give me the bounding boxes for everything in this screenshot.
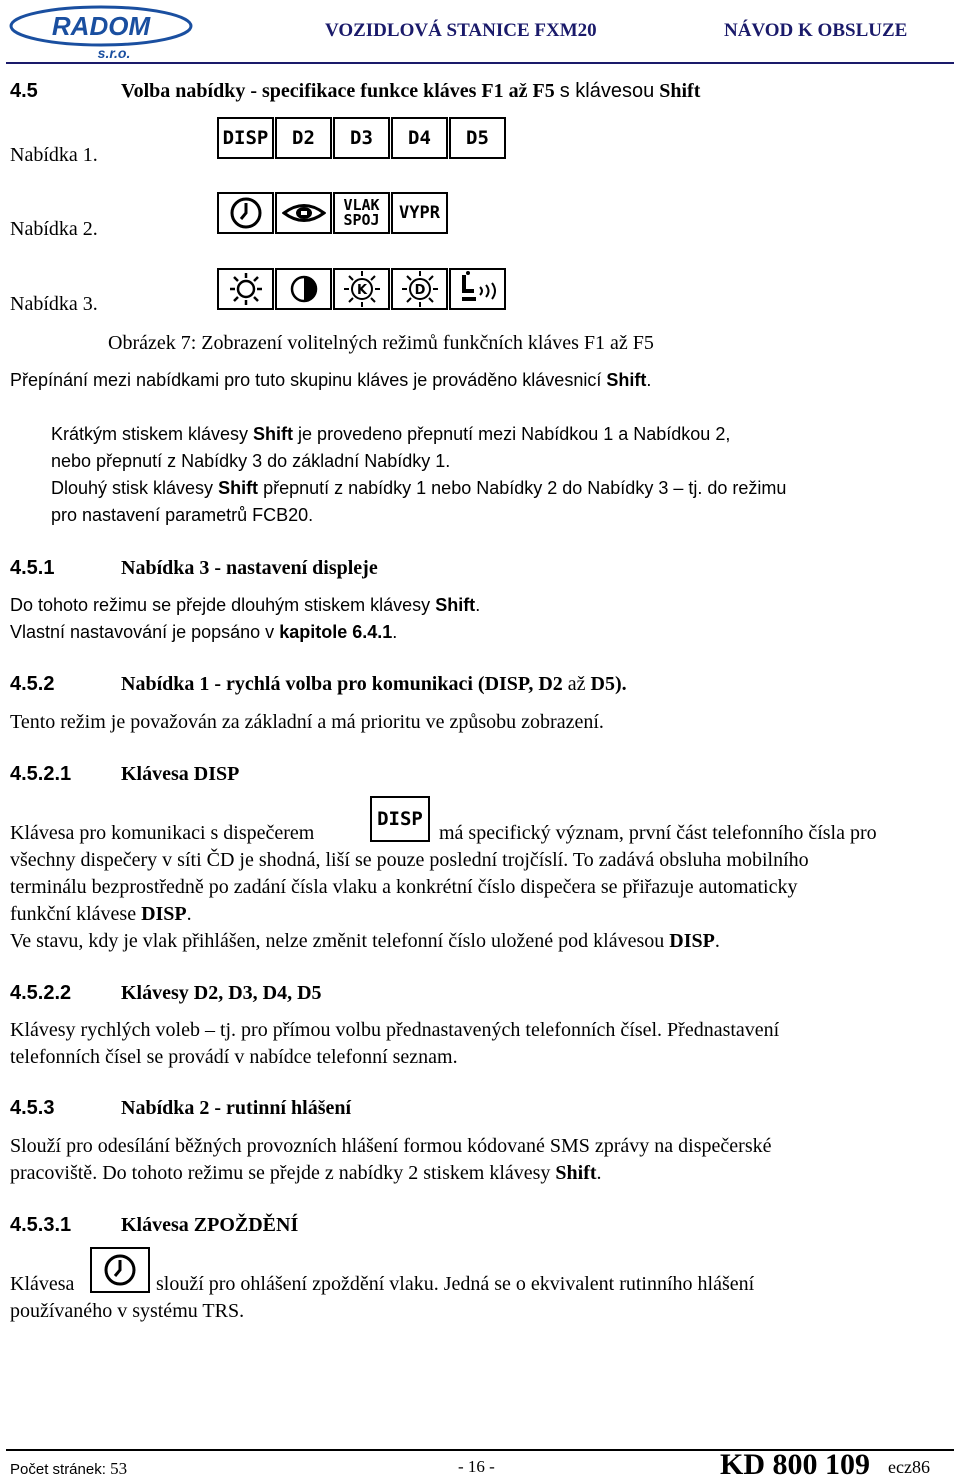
footer-page-number: - 16 - xyxy=(458,1457,495,1476)
s4522-title: Klávesy D2, D3, D4, D5 xyxy=(121,982,322,1004)
intro-end: . xyxy=(646,370,652,390)
disp-key-icon: DISP xyxy=(370,796,430,842)
s4522-line-2: telefonních čísel se provádí v nabídce telefonní seznam. xyxy=(10,1046,458,1068)
s451-line-1-end: . xyxy=(475,595,481,615)
s4521-line-3: terminálu bezprostředně po zadání čísla vlaku a konkrétní číslo dispečera se přiřazuje automaticky xyxy=(10,876,798,898)
section-title-s: s klávesou xyxy=(559,80,655,102)
s4521-line-5-end: . xyxy=(714,930,720,952)
menu-1-keys xyxy=(217,117,507,159)
logo-graphic xyxy=(6,4,196,60)
figure-caption: Obrázek 7: Zobrazení volitelných režimů funkčních kláves F1 až F5 xyxy=(108,332,654,354)
s451-title: Nabídka 3 - nastavení displeje xyxy=(121,557,378,579)
section-title-shift: Shift xyxy=(659,80,701,102)
logo-text: RADOM xyxy=(51,11,151,41)
s4521-line-4 xyxy=(10,903,192,926)
s4521-line-1-b: má specifický význam, první část telefonního čísla pro xyxy=(439,822,877,844)
footer-revision: ecz86 xyxy=(888,1457,930,1477)
footer-pages-label: Počet stránek: xyxy=(10,1461,106,1478)
sun-icon xyxy=(217,268,274,310)
s452-title-a: Nabídka 1 - rychlá volba pro komunikaci (DISP, D2 xyxy=(121,673,563,695)
footer-pages-value: 53 xyxy=(110,1459,128,1478)
menu-2-label: Nabídka 2. xyxy=(10,218,98,240)
menu-3-keys xyxy=(217,268,507,310)
s4531-title: Klávesa ZPOŽDĚNÍ xyxy=(121,1214,299,1236)
s451-line-2-ref: kapitole 6.4.1 xyxy=(279,622,393,642)
intro-shift: Shift xyxy=(606,370,647,390)
s453-line-2 xyxy=(10,1162,602,1185)
eye-icon xyxy=(275,192,332,234)
footer-doc-code: KD 800 109 xyxy=(720,1448,870,1481)
s4531-line-2: používaného v systému TRS. xyxy=(10,1300,245,1322)
section-title xyxy=(121,80,700,103)
svg-text:K: K xyxy=(356,283,367,298)
s451-number: 4.5.1 xyxy=(10,557,55,579)
s4521-line-5-b: DISP xyxy=(669,930,715,952)
section-number: 4.5 xyxy=(10,80,38,102)
header-manual: NÁVOD K OBSLUZE xyxy=(724,20,908,41)
s453-number: 4.5.3 xyxy=(10,1097,55,1119)
header-title: VOZIDLOVÁ STANICE FXM20 xyxy=(325,20,597,41)
indent-line-1 xyxy=(51,424,730,445)
indent-line-3-shift: Shift xyxy=(218,478,259,498)
delay-clock-key-icon xyxy=(90,1247,150,1293)
s4521-number: 4.5.2.1 xyxy=(10,763,72,785)
s4521-line-5-a: Ve stavu, kdy je vlak přihlášen, nelze změnit telefonní číslo uložené pod klávesou xyxy=(10,930,670,952)
intro-text-body: Přepínání mezi nabídkami pro tuto skupinu kláves je prováděno klávesnicí xyxy=(10,370,607,390)
clock-icon-inline xyxy=(102,1252,138,1288)
s452-title-b: D5). xyxy=(590,673,627,695)
menu-3-label: Nabídka 3. xyxy=(10,293,98,315)
s4521-line-2: všechny dispečery v síti ČD je shodná, liší se pouze poslední trojčíslí. To zadává obsluha mobilního xyxy=(10,849,809,871)
indent-line-4: pro nastavení parametrů FCB20. xyxy=(51,505,314,525)
s451-line-2-end: . xyxy=(392,622,398,642)
menu-1-label: Nabídka 1. xyxy=(10,144,98,166)
s4521-title: Klávesa DISP xyxy=(121,763,240,785)
clock-icon xyxy=(217,192,274,234)
key-disp: DISP xyxy=(217,117,274,159)
s4522-line-1: Klávesy rychlých voleb – tj. pro přímou volbu přednastavených telefonních čísel. Přednastavení xyxy=(10,1019,780,1041)
s453-line-1: Slouží pro odesílání běžných provozních hlášení formou kódované SMS zprávy na dispečerské xyxy=(10,1135,772,1157)
key-vypr: VYPR xyxy=(391,192,448,234)
logo-subtext: s.r.o. xyxy=(97,45,131,60)
indent-line-3-a: Dlouhý stisk klávesy xyxy=(51,478,219,498)
indent-line-3-b: přepnutí z nabídky 1 nebo Nabídky 2 do Nabídky 3 – tj. do režimu xyxy=(258,478,787,498)
s451-line-1 xyxy=(10,595,480,616)
s453-line-2-a: pracoviště. Do tohoto režimu se přejde z nabídky 2 stiskem klávesy xyxy=(10,1162,556,1184)
s451-line-2 xyxy=(10,622,397,643)
key-vlak-spoj: VLAK SPOJ xyxy=(333,192,390,234)
seat-icon xyxy=(449,268,506,310)
header-divider xyxy=(6,62,954,64)
s4521-line-4-b: DISP xyxy=(141,903,187,925)
key-d4: D4 xyxy=(391,117,448,159)
contrast-icon xyxy=(275,268,332,310)
s451-line-1-a: Do tohoto režimu se přejde dlouhým stiskem klávesy xyxy=(10,595,436,615)
section-title-text: Volba nabídky - specifikace funkce kláves F1 až F5 xyxy=(121,80,555,102)
s452-title xyxy=(121,673,627,696)
sun-k-icon xyxy=(333,268,390,310)
indent-line-3 xyxy=(51,478,786,499)
s451-line-2-a: Vlastní nastavování je popsáno v xyxy=(10,622,280,642)
menu-2-keys xyxy=(217,192,449,234)
indent-line-1-b: je provedeno přepnutí mezi Nabídkou 1 a Nabídkou 2, xyxy=(293,424,731,444)
footer-pages xyxy=(10,1459,127,1479)
company-logo xyxy=(6,4,196,60)
s4521-line-4-end: . xyxy=(186,903,192,925)
s4531-line-1-b: slouží pro ohlášení zpoždění vlaku. Jedná se o ekvivalent rutinního hlášení xyxy=(156,1273,755,1295)
intro-text xyxy=(10,370,651,391)
s452-number: 4.5.2 xyxy=(10,673,55,695)
indent-line-1-a: Krátkým stiskem klávesy xyxy=(51,424,254,444)
key-d5: D5 xyxy=(449,117,506,159)
s451-line-1-shift: Shift xyxy=(435,595,476,615)
s453-line-2-end: . xyxy=(596,1162,602,1184)
s4522-number: 4.5.2.2 xyxy=(10,982,72,1004)
s4521-line-4-a: funkční klávese xyxy=(10,903,142,925)
s453-line-2-shift: Shift xyxy=(555,1162,597,1184)
svg-text:D: D xyxy=(414,283,425,298)
key-d3: D3 xyxy=(333,117,390,159)
s4531-number: 4.5.3.1 xyxy=(10,1214,72,1236)
s4531-line-1-a: Klávesa xyxy=(10,1273,75,1295)
s452-line-1: Tento režim je považován za základní a má prioritu ve způsobu zobrazení. xyxy=(10,711,604,733)
sun-d-icon xyxy=(391,268,448,310)
s452-title-mid: až xyxy=(562,673,591,695)
s4521-line-1-a: Klávesa pro komunikaci s dispečerem xyxy=(10,822,315,844)
key-d2: D2 xyxy=(275,117,332,159)
s4521-line-5 xyxy=(10,930,720,953)
indent-line-2: nebo přepnutí z Nabídky 3 do základní Nabídky 1. xyxy=(51,451,451,471)
indent-line-1-shift: Shift xyxy=(253,424,294,444)
s453-title: Nabídka 2 - rutinní hlášení xyxy=(121,1097,352,1119)
